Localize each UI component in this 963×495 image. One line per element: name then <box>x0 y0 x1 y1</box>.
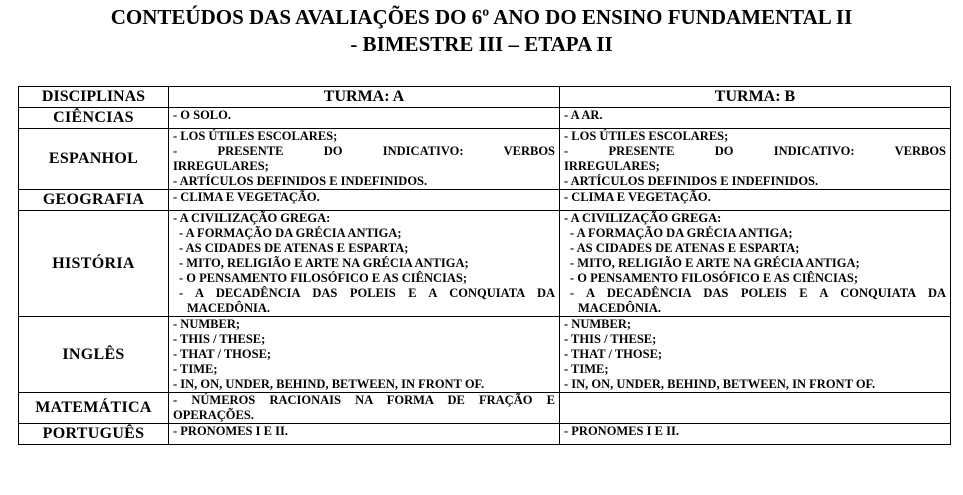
list-item: - O PENSAMENTO FILOSÓFICO E AS CIÊNCIAS; <box>570 271 859 285</box>
list-item-continued: MACEDÔNIA. <box>187 301 270 315</box>
list-item-text: - A DECADÊNCIA DAS POLEIS E A CONQUIATA DA <box>570 286 946 300</box>
list-item-continued: MACEDÔNIA. <box>578 301 661 315</box>
list-item: - TIME; <box>564 362 609 376</box>
discipline-espanhol: ESPANHOL <box>19 129 169 190</box>
list-item: - CLIMA E VEGETAÇÃO. <box>173 190 320 204</box>
document-title <box>0 4 963 58</box>
geografia-turma-b <box>560 190 951 211</box>
ciencias-turma-b <box>560 108 951 129</box>
discipline-ciencias: CIÊNCIAS <box>19 108 169 129</box>
list-item: - PRONOMES I E II. <box>564 424 679 438</box>
header-turma-a: TURMA: A <box>169 87 560 108</box>
list-item: - TIME; <box>173 362 218 376</box>
list-item: - IN, ON, UNDER, BEHIND, BETWEEN, IN FRONT OF. <box>173 377 485 391</box>
row-ciencias <box>19 108 951 129</box>
header-turma-b: TURMA: B <box>560 87 951 108</box>
discipline-geografia: GEOGRAFIA <box>19 190 169 211</box>
list-item: - THAT / THOSE; <box>173 347 272 361</box>
contents-table <box>18 86 951 445</box>
portugues-turma-b <box>560 424 951 445</box>
historia-turma-a <box>169 211 560 317</box>
list-item: - A FORMAÇÃO DA GRÉCIA ANTIGA; <box>570 226 793 240</box>
list-item: - NUMBER; <box>564 317 632 331</box>
list-item: - NUMBER; <box>173 317 241 331</box>
historia-turma-b <box>560 211 951 317</box>
matematica-turma-a <box>169 393 560 424</box>
table-header-row <box>19 87 951 108</box>
title-line-2: - BIMESTRE III – ETAPA II <box>350 32 613 56</box>
row-ingles <box>19 317 951 393</box>
list-item: - A CIVILIZAÇÃO GREGA: <box>564 211 722 225</box>
title-line-1: CONTEÚDOS DAS AVALIAÇÕES DO 6º ANO DO ENSINO FUNDAMENTAL II <box>110 5 853 29</box>
list-item: - CLIMA E VEGETAÇÃO. <box>564 190 711 204</box>
list-item: - AS CIDADES DE ATENAS E ESPARTA; <box>179 241 409 255</box>
discipline-historia: HISTÓRIA <box>19 211 169 317</box>
list-item: - ARTÍCULOS DEFINIDOS E INDEFINIDOS. <box>173 174 428 188</box>
list-item: - NÚMEROS RACIONAIS NA FORMA DE FRAÇÃO E <box>173 393 555 407</box>
header-disciplinas: DISCIPLINAS <box>19 87 169 108</box>
espanhol-turma-b <box>560 129 951 190</box>
list-item: - O PENSAMENTO FILOSÓFICO E AS CIÊNCIAS; <box>179 271 468 285</box>
list-item <box>564 286 946 316</box>
matematica-turma-b <box>560 393 951 424</box>
list-item: - AS CIDADES DE ATENAS E ESPARTA; <box>570 241 800 255</box>
discipline-matematica: MATEMÁTICA <box>19 393 169 424</box>
portugues-turma-a <box>169 424 560 445</box>
list-item: - A FORMAÇÃO DA GRÉCIA ANTIGA; <box>179 226 402 240</box>
list-item: - A CIVILIZAÇÃO GREGA: <box>173 211 331 225</box>
row-espanhol <box>19 129 951 190</box>
list-item: - LOS ÚTILES ESCOLARES; <box>564 129 729 143</box>
list-item: - PRESENTE DO INDICATIVO: VERBOS <box>173 144 555 158</box>
list-item: - MITO, RELIGIÃO E ARTE NA GRÉCIA ANTIGA; <box>570 256 860 270</box>
list-item: - IN, ON, UNDER, BEHIND, BETWEEN, IN FRONT OF. <box>564 377 876 391</box>
row-portugues <box>19 424 951 445</box>
row-matematica <box>19 393 951 424</box>
list-item-continued: OPERAÇÕES. <box>173 408 254 422</box>
ciencias-turma-a <box>169 108 560 129</box>
ingles-turma-a <box>169 317 560 393</box>
row-geografia <box>19 190 951 211</box>
list-item-continued: IRREGULARES; <box>564 159 660 173</box>
list-item: - PRESENTE DO INDICATIVO: VERBOS <box>564 144 946 158</box>
espanhol-turma-a <box>169 129 560 190</box>
discipline-ingles: INGLÊS <box>19 317 169 393</box>
list-item: - THAT / THOSE; <box>564 347 663 361</box>
list-item: - PRONOMES I E II. <box>173 424 288 438</box>
list-item: - A AR. <box>564 108 603 122</box>
list-item: - MITO, RELIGIÃO E ARTE NA GRÉCIA ANTIGA; <box>179 256 469 270</box>
list-item: - THIS / THESE; <box>564 332 657 346</box>
ingles-turma-b <box>560 317 951 393</box>
discipline-portugues: PORTUGUÊS <box>19 424 169 445</box>
list-item <box>173 286 555 316</box>
list-item: - LOS ÚTILES ESCOLARES; <box>173 129 338 143</box>
row-historia <box>19 211 951 317</box>
list-item-text: - A DECADÊNCIA DAS POLEIS E A CONQUIATA DA <box>179 286 555 300</box>
geografia-turma-a <box>169 190 560 211</box>
list-item: - ARTÍCULOS DEFINIDOS E INDEFINIDOS. <box>564 174 819 188</box>
list-item: - THIS / THESE; <box>173 332 266 346</box>
list-item: - O SOLO. <box>173 108 231 122</box>
list-item-continued: IRREGULARES; <box>173 159 269 173</box>
